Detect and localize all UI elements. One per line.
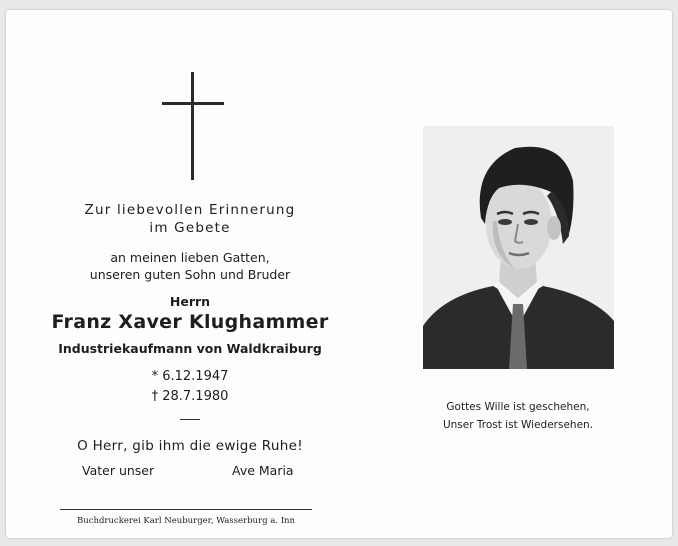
intro-line-2: im Gebete: [149, 220, 231, 236]
deceased-name: Franz Xaver Klughammer: [51, 311, 329, 333]
birth-date: * 6.12.1947: [151, 369, 229, 384]
portrait-photo: [423, 126, 614, 369]
dedication-line-1: an meinen lieben Gatten,: [110, 250, 270, 265]
quote-line-1: Gottes Wille ist geschehen,: [446, 401, 590, 413]
prayer-ave-maria: Ave Maria: [232, 463, 294, 478]
dedication-line-2: unseren guten Sohn und Bruder: [89, 267, 291, 282]
death-date: † 28.7.1980: [151, 389, 229, 404]
prayer-line: O Herr, gib ihm die ewige Ruhe!: [77, 438, 303, 454]
quote-line-2: Unser Trost ist Wiedersehen.: [442, 419, 594, 431]
title-herrn: Herrn: [169, 294, 211, 309]
intro-line-1: Zur liebevollen Erinnerung: [84, 202, 296, 218]
footer-rule: [60, 509, 312, 510]
occupation: Industriekaufmann von Waldkraiburg: [58, 341, 322, 356]
prayer-vater-unser: Vater unser: [82, 463, 155, 478]
printer-imprint: Buchdruckerei Karl Neuburger, Wasserburg a. Inn: [77, 516, 295, 526]
cross-icon: [162, 72, 224, 180]
memorial-card: [6, 10, 672, 538]
divider-dash: [180, 419, 200, 420]
